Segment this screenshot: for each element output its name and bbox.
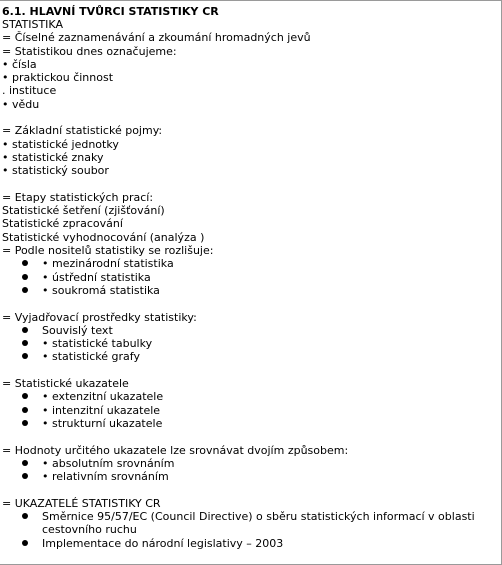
indicators-section xyxy=(2,377,501,430)
bearers-list xyxy=(2,257,501,297)
intro-line: = Statistikou dnes označujeme: xyxy=(2,44,177,58)
spacer xyxy=(2,364,501,377)
list-item-text: Směrnice 95/57/EC (Council Directive) o sběru statistických informací v oblasti cestovního ruchu xyxy=(42,509,475,537)
cr-indicators-list xyxy=(2,510,501,550)
bearers-section xyxy=(2,244,501,297)
intro-line: • vědu xyxy=(2,97,40,111)
list-item-text: • relativním srovnáním xyxy=(42,470,169,484)
intro-line: . instituce xyxy=(2,84,57,98)
intro-line: = Číselné zaznamenávání a zkoumání hromadných jevů xyxy=(2,31,311,45)
bullet-icon xyxy=(22,407,28,413)
bullet-icon xyxy=(22,287,28,293)
section-heading: = Vyjadřovací prostředky statistiky: xyxy=(2,310,197,324)
list-item xyxy=(2,271,501,284)
term-line: • statistické jednotky xyxy=(2,137,119,151)
list-item-text: Implementace do národní legislativy – 2003 xyxy=(42,536,284,550)
bullet-icon xyxy=(22,327,28,333)
list-item-text: • intenzitní ukazatele xyxy=(42,403,161,417)
page-title: 6.1. HLAVNÍ TVŮRCI STATISTIKY CR xyxy=(2,5,219,18)
section-heading: = Statistické ukazatele xyxy=(2,377,129,391)
list-item xyxy=(2,284,501,297)
list-item xyxy=(2,257,501,270)
bullet-icon xyxy=(22,393,28,399)
stage-line: Statistické šetření (zjišťování) xyxy=(2,204,165,218)
stage-line: Statistické zpracování xyxy=(2,217,123,231)
bullet-icon xyxy=(22,340,28,346)
list-item-text: • mezinárodní statistika xyxy=(42,257,174,271)
bullet-icon xyxy=(22,513,28,519)
stage-line: Statistické vyhodnocování (analýza ) xyxy=(2,230,205,244)
list-item xyxy=(2,417,501,430)
spacer xyxy=(2,178,501,191)
list-item xyxy=(2,350,501,363)
list-item-text: • soukromá statistika xyxy=(42,283,160,297)
list-item xyxy=(2,470,501,483)
intro-line: • praktickou činnost xyxy=(2,71,114,85)
stages-section xyxy=(2,191,501,244)
list-item-text: • ústřední statistika xyxy=(42,270,151,284)
bullet-icon xyxy=(22,473,28,479)
basic-terms-section xyxy=(2,124,501,177)
list-item xyxy=(2,390,501,403)
section-heading: = Podle nositelů statistiky se rozlišuje: xyxy=(2,244,214,258)
bullet-icon xyxy=(22,274,28,280)
section-heading: = UKAZATELÉ STATISTIKY CR xyxy=(2,496,161,510)
list-item xyxy=(2,457,501,470)
means-section xyxy=(2,311,501,364)
spacer xyxy=(2,483,501,496)
list-item xyxy=(2,537,501,550)
section-heading: = Základní statistické pojmy: xyxy=(2,124,163,138)
spacer xyxy=(2,430,501,443)
list-item-text: Souvislý text xyxy=(42,323,113,337)
comparison-list xyxy=(2,457,501,484)
section-heading: = Hodnoty určitého ukazatele lze srovnávat dvojím způsobem: xyxy=(2,443,349,457)
means-list xyxy=(2,324,501,364)
bullet-icon xyxy=(22,420,28,426)
list-item-text: • statistické grafy xyxy=(42,350,140,364)
term-line: • statistický soubor xyxy=(2,164,109,178)
comparison-section xyxy=(2,444,501,484)
intro-line: STATISTIKA xyxy=(2,18,63,31)
intro-section xyxy=(2,18,501,111)
bullet-icon xyxy=(22,540,28,546)
term-line: • statistické znaky xyxy=(2,150,104,164)
indicators-list xyxy=(2,390,501,430)
list-item-text: • statistické tabulky xyxy=(42,337,153,351)
list-item-text: • extenzitní ukazatele xyxy=(42,390,164,404)
bullet-icon xyxy=(22,260,28,266)
cr-indicators-section xyxy=(2,497,501,550)
section-heading: = Etapy statistických prací: xyxy=(2,190,154,204)
spacer xyxy=(2,111,501,124)
list-item xyxy=(2,404,501,417)
list-item-text: • strukturní ukazatele xyxy=(42,416,163,430)
list-item-text: • absolutním srovnáním xyxy=(42,456,175,470)
bullet-icon xyxy=(22,460,28,466)
bullet-icon xyxy=(22,353,28,359)
list-item xyxy=(2,510,501,537)
spacer xyxy=(2,297,501,310)
list-item xyxy=(2,337,501,350)
intro-line: • čísla xyxy=(2,57,37,71)
list-item xyxy=(2,324,501,337)
